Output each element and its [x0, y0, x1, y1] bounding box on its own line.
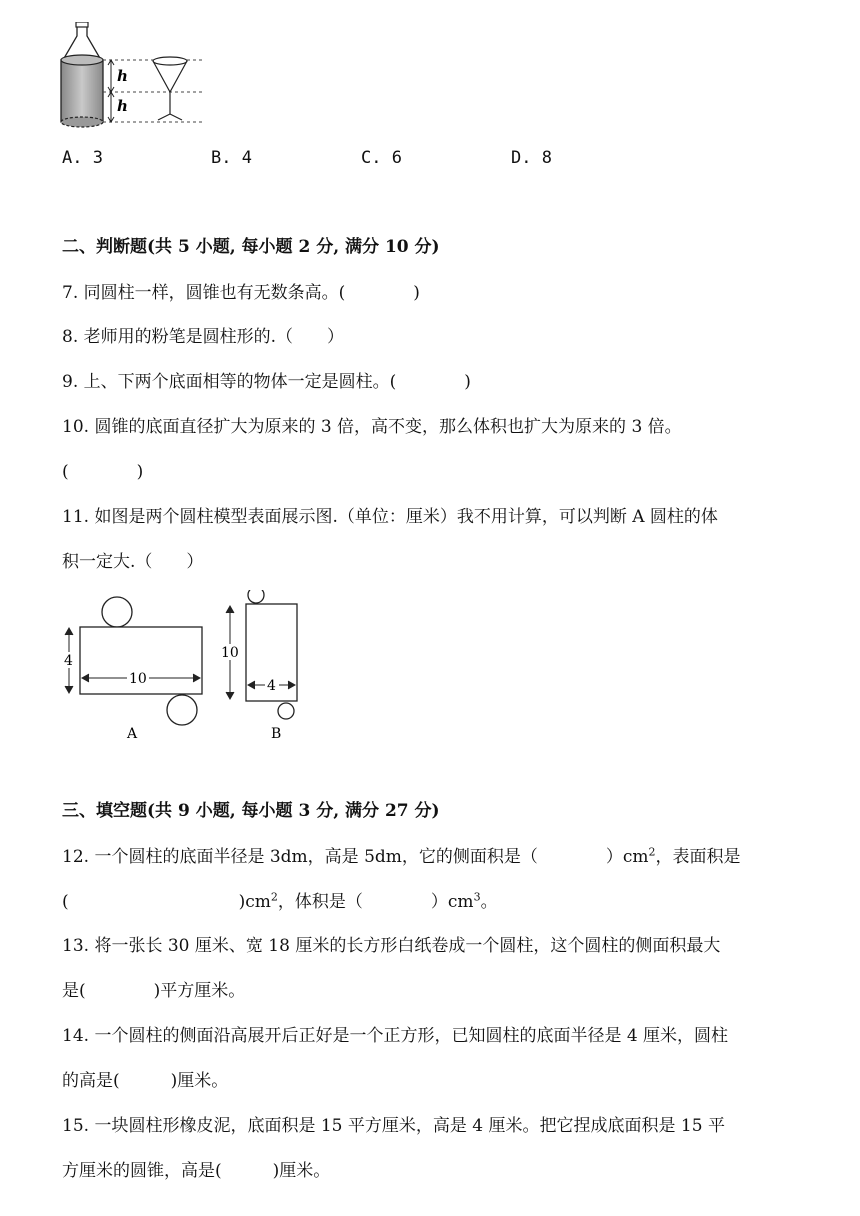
q12-line2-c: 。	[480, 892, 498, 912]
net-b-width-label: 4	[267, 678, 276, 694]
h-label-bottom: h	[117, 97, 128, 115]
question-12-line1	[62, 845, 741, 869]
cylinder-nets-figure	[55, 590, 315, 750]
net-b-bottom-circle	[278, 703, 294, 719]
bottle-goblet-figure	[55, 22, 215, 134]
option-d: D. 8	[511, 148, 552, 168]
question-10-line2: ( )	[62, 462, 144, 482]
net-b-height-label: 10	[221, 645, 239, 661]
q12-line2-b: ，体积是（ ）cm	[277, 892, 474, 912]
question-11-line1: 11. 如图是两个圆柱模型表面展示图.（单位：厘米）我不用计算，可以判断 A 圆柱的体	[62, 507, 718, 527]
q12-line2-sup1: 2	[270, 890, 278, 904]
question-14-line2: 的高是( )厘米。	[62, 1071, 229, 1091]
net-a-top-circle	[102, 597, 132, 627]
q12-line2-sup2: 3	[473, 890, 481, 904]
option-c: C. 6	[361, 148, 402, 168]
goblet-rim	[153, 57, 187, 65]
question-10-line1: 10. 圆锥的底面直径扩大为原来的 3 倍，高不变，那么体积也扩大为原来的 3 倍。	[62, 417, 682, 437]
question-7: 7. 同圆柱一样，圆锥也有无数条高。( )	[62, 283, 420, 303]
net-a-label: A	[127, 726, 138, 742]
question-12-line2	[62, 890, 498, 914]
h-label-top: h	[117, 67, 128, 85]
q12-line1-tail: ，表面积是	[655, 847, 741, 867]
question-11-line2: 积一定大.（ ）	[62, 552, 204, 572]
net-a-bottom-circle	[167, 695, 197, 725]
question-15-line1: 15. 一块圆柱形橡皮泥，底面积是 15 平方厘米，高是 4 厘米。把它捏成底面积是 15 平	[62, 1116, 725, 1136]
section3-title: 三、填空题(共 9 小题, 每小题 3 分, 满分 27 分)	[62, 801, 440, 821]
question-15-line2: 方厘米的圆锥，高是( )厘米。	[62, 1161, 331, 1181]
option-b: B. 4	[211, 148, 252, 168]
goblet-cone	[153, 61, 187, 92]
question-14-line1: 14. 一个圆柱的侧面沿高展开后正好是一个正方形，已知圆柱的底面半径是 4 厘米，圆柱	[62, 1026, 729, 1046]
question-13-line1: 13. 将一张长 30 厘米、宽 18 厘米的长方形白纸卷成一个圆柱，这个圆柱的侧面积最大	[62, 936, 721, 956]
net-a-height-label: 4	[64, 653, 73, 669]
net-b-label: B	[271, 726, 282, 742]
section2-title: 二、判断题(共 5 小题, 每小题 2 分, 满分 10 分)	[62, 237, 440, 257]
net-b-top-circle	[248, 590, 264, 603]
q12-line2-a: ( )cm	[62, 892, 271, 912]
q12-line1-text: 12. 一个圆柱的底面半径是 3dm，高是 5dm，它的侧面积是（ ）cm	[62, 847, 649, 867]
q12-line1-sup: 2	[648, 845, 656, 859]
question-9: 9. 上、下两个底面相等的物体一定是圆柱。( )	[62, 372, 471, 392]
net-a-width-label: 10	[129, 671, 147, 687]
question-13-line2: 是( )平方厘米。	[62, 981, 246, 1001]
question-8: 8. 老师用的粉笔是圆柱形的.（ ）	[62, 327, 345, 347]
option-a: A. 3	[62, 148, 103, 168]
bottle-liquid	[61, 60, 103, 122]
